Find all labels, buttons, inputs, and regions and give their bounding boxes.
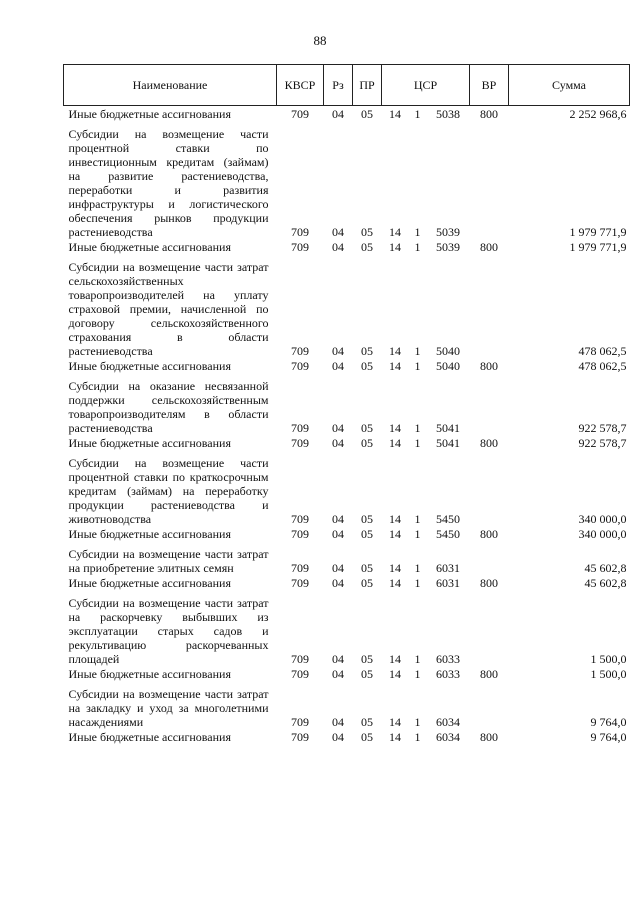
cell-pr: 05 xyxy=(361,359,373,373)
table-row xyxy=(64,729,630,744)
cell-pr: 05 xyxy=(361,527,373,541)
cell-csr-subprogram: 1 xyxy=(414,421,421,435)
cell-kvsr: 709 xyxy=(291,436,309,450)
cell-kvsr: 709 xyxy=(291,527,309,541)
table-row xyxy=(64,121,630,239)
cell-csr-code: 5450 xyxy=(436,527,460,541)
cell-sum: 9 764,0 xyxy=(590,730,627,744)
cell-sum: 45 602,8 xyxy=(584,576,627,590)
cell-name: Иные бюджетные ассигнования xyxy=(68,527,231,541)
cell-csr-program: 14 xyxy=(389,436,401,450)
cell-csr-subprogram: 1 xyxy=(414,527,421,541)
table-row xyxy=(64,666,630,681)
table-row xyxy=(64,575,630,590)
cell-csr-code: 5039 xyxy=(436,225,460,239)
cell-rz: 04 xyxy=(332,359,344,373)
column-header-name: Наименование xyxy=(64,65,277,106)
cell-csr-program: 14 xyxy=(389,715,401,729)
cell-csr-subprogram: 1 xyxy=(414,107,421,121)
table-row xyxy=(64,373,630,435)
cell-kvsr: 709 xyxy=(291,107,309,121)
column-header-pr: ПР xyxy=(353,65,382,106)
budget-table xyxy=(63,64,630,744)
cell-vr xyxy=(470,541,509,575)
cell-name: Иные бюджетные ассигнования xyxy=(68,107,231,121)
cell-csr-program: 14 xyxy=(389,421,401,435)
cell-rz: 04 xyxy=(332,527,344,541)
cell-csr-program: 14 xyxy=(389,652,401,666)
cell-pr: 05 xyxy=(361,225,373,239)
cell-name: Субсидии на возмещение части процентной ставки по краткосрочным кредитам (займам) на переработку продукции растениеводства и животноводства xyxy=(68,456,269,526)
cell-rz: 04 xyxy=(332,561,344,575)
cell-csr-subprogram: 1 xyxy=(414,730,421,744)
cell-sum: 922 578,7 xyxy=(578,421,627,435)
cell-csr-subprogram: 1 xyxy=(414,715,421,729)
column-header-sum: Сумма xyxy=(509,65,630,106)
cell-csr-program: 14 xyxy=(389,527,401,541)
cell-kvsr: 709 xyxy=(291,730,309,744)
table-row xyxy=(64,254,630,358)
cell-csr-code: 5040 xyxy=(436,359,460,373)
cell-sum: 2 252 968,6 xyxy=(569,107,627,121)
cell-rz: 04 xyxy=(332,652,344,666)
cell-csr-code: 5038 xyxy=(436,107,460,121)
cell-rz: 04 xyxy=(332,225,344,239)
table-row xyxy=(64,681,630,729)
cell-csr-program: 14 xyxy=(389,344,401,358)
cell-kvsr: 709 xyxy=(291,359,309,373)
table-row xyxy=(64,590,630,666)
cell-sum: 340 000,0 xyxy=(578,512,627,526)
cell-csr-code: 5041 xyxy=(436,436,460,450)
cell-rz: 04 xyxy=(332,730,344,744)
cell-csr-subprogram: 1 xyxy=(414,652,421,666)
table-row xyxy=(64,526,630,541)
cell-sum: 45 602,8 xyxy=(584,561,627,575)
cell-rz: 04 xyxy=(332,421,344,435)
cell-sum: 478 062,5 xyxy=(578,344,627,358)
column-header-csr: ЦСР xyxy=(382,65,470,106)
cell-pr: 05 xyxy=(361,421,373,435)
cell-vr: 800 xyxy=(480,240,499,254)
cell-vr: 800 xyxy=(480,730,499,744)
cell-rz: 04 xyxy=(332,667,344,681)
column-header-vr: ВР xyxy=(470,65,509,106)
cell-name: Иные бюджетные ассигнования xyxy=(68,436,231,450)
cell-vr: 800 xyxy=(480,436,499,450)
cell-csr-program: 14 xyxy=(389,107,401,121)
cell-kvsr: 709 xyxy=(291,240,309,254)
cell-kvsr: 709 xyxy=(291,715,309,729)
cell-name: Иные бюджетные ассигнования xyxy=(68,576,231,590)
cell-sum: 340 000,0 xyxy=(578,527,627,541)
cell-csr-program: 14 xyxy=(389,561,401,575)
cell-pr: 05 xyxy=(361,576,373,590)
column-header-rz: Рз xyxy=(324,65,353,106)
cell-vr xyxy=(470,254,509,358)
cell-name: Субсидии на оказание несвязанной поддержки сельскохозяйственным товаропроизводителям в области растениеводства xyxy=(68,379,269,435)
cell-pr: 05 xyxy=(361,561,373,575)
cell-csr-code: 5039 xyxy=(436,240,460,254)
cell-csr-subprogram: 1 xyxy=(414,512,421,526)
cell-kvsr: 709 xyxy=(291,344,309,358)
cell-vr: 800 xyxy=(480,107,499,121)
cell-vr: 800 xyxy=(480,576,499,590)
cell-name: Иные бюджетные ассигнования xyxy=(68,240,231,254)
cell-csr-code: 6033 xyxy=(436,667,460,681)
cell-name: Субсидии на возмещение части затрат сельскохозяйственных товаропроизводителей на уплату страховой премии, начисленной по договору сельскохозяйственного страхования в области растениеводства xyxy=(68,260,269,358)
cell-csr-subprogram: 1 xyxy=(414,576,421,590)
cell-vr xyxy=(470,373,509,435)
cell-pr: 05 xyxy=(361,652,373,666)
cell-csr-code: 6034 xyxy=(436,730,460,744)
cell-pr: 05 xyxy=(361,730,373,744)
cell-name: Субсидии на возмещение части затрат на раскорчевку выбывших из эксплуатации старых садов и рекультивацию раскорчеванных площадей xyxy=(68,596,269,666)
cell-csr-program: 14 xyxy=(389,512,401,526)
cell-name: Субсидии на возмещение части затрат на закладку и уход за многолетними насаждениями xyxy=(68,687,269,729)
cell-sum: 1 500,0 xyxy=(590,667,627,681)
cell-csr-code: 5041 xyxy=(436,421,460,435)
cell-kvsr: 709 xyxy=(291,667,309,681)
cell-pr: 05 xyxy=(361,512,373,526)
cell-pr: 05 xyxy=(361,715,373,729)
cell-csr-program: 14 xyxy=(389,359,401,373)
cell-sum: 922 578,7 xyxy=(578,436,627,450)
cell-rz: 04 xyxy=(332,107,344,121)
cell-rz: 04 xyxy=(332,344,344,358)
cell-kvsr: 709 xyxy=(291,576,309,590)
page-number: 88 xyxy=(313,33,327,48)
cell-csr-program: 14 xyxy=(389,667,401,681)
cell-kvsr: 709 xyxy=(291,421,309,435)
cell-csr-code: 6034 xyxy=(436,715,460,729)
cell-kvsr: 709 xyxy=(291,512,309,526)
cell-vr xyxy=(470,590,509,666)
cell-csr-code: 5450 xyxy=(436,512,460,526)
cell-vr: 800 xyxy=(480,527,499,541)
cell-rz: 04 xyxy=(332,240,344,254)
cell-csr-code: 6031 xyxy=(436,561,460,575)
column-header-kvsr: КВСР xyxy=(277,65,324,106)
cell-pr: 05 xyxy=(361,344,373,358)
cell-csr-program: 14 xyxy=(389,240,401,254)
cell-sum: 1 500,0 xyxy=(590,652,627,666)
cell-pr: 05 xyxy=(361,667,373,681)
cell-sum: 9 764,0 xyxy=(590,715,627,729)
cell-csr-code: 5040 xyxy=(436,344,460,358)
cell-name: Субсидии на возмещение части затрат на приобретение элитных семян xyxy=(68,547,269,575)
cell-vr xyxy=(470,681,509,729)
cell-vr xyxy=(470,121,509,239)
cell-vr: 800 xyxy=(480,667,499,681)
cell-sum: 1 979 771,9 xyxy=(569,240,627,254)
cell-vr: 800 xyxy=(480,359,499,373)
cell-rz: 04 xyxy=(332,715,344,729)
cell-rz: 04 xyxy=(332,576,344,590)
table-row xyxy=(64,450,630,526)
table-row xyxy=(64,239,630,254)
cell-csr-code: 6033 xyxy=(436,652,460,666)
cell-csr-program: 14 xyxy=(389,730,401,744)
table-row xyxy=(64,541,630,575)
table-row xyxy=(64,435,630,450)
table-row xyxy=(64,106,630,122)
cell-csr-subprogram: 1 xyxy=(414,667,421,681)
cell-kvsr: 709 xyxy=(291,225,309,239)
cell-csr-subprogram: 1 xyxy=(414,436,421,450)
cell-csr-subprogram: 1 xyxy=(414,561,421,575)
cell-csr-subprogram: 1 xyxy=(414,359,421,373)
cell-name: Иные бюджетные ассигнования xyxy=(68,730,231,744)
cell-rz: 04 xyxy=(332,512,344,526)
cell-pr: 05 xyxy=(361,240,373,254)
cell-csr-subprogram: 1 xyxy=(414,225,421,239)
cell-csr-subprogram: 1 xyxy=(414,344,421,358)
cell-name: Иные бюджетные ассигнования xyxy=(68,667,231,681)
cell-csr-program: 14 xyxy=(389,225,401,239)
cell-csr-program: 14 xyxy=(389,576,401,590)
cell-pr: 05 xyxy=(361,436,373,450)
cell-csr-code: 6031 xyxy=(436,576,460,590)
cell-kvsr: 709 xyxy=(291,652,309,666)
table-header-row xyxy=(64,65,630,106)
cell-csr-subprogram: 1 xyxy=(414,240,421,254)
cell-sum: 1 979 771,9 xyxy=(569,225,627,239)
cell-rz: 04 xyxy=(332,436,344,450)
cell-vr xyxy=(470,450,509,526)
table-row xyxy=(64,358,630,373)
cell-sum: 478 062,5 xyxy=(578,359,627,373)
cell-name: Иные бюджетные ассигнования xyxy=(68,359,231,373)
cell-kvsr: 709 xyxy=(291,561,309,575)
cell-pr: 05 xyxy=(361,107,373,121)
cell-name: Субсидии на возмещение части процентной ставки по инвестиционным кредитам (займам) на развитие растениеводства, переработки и развития инфраструктуры и логистического обеспечения рынков продукции растениеводства xyxy=(68,127,269,239)
table-body xyxy=(64,106,630,745)
